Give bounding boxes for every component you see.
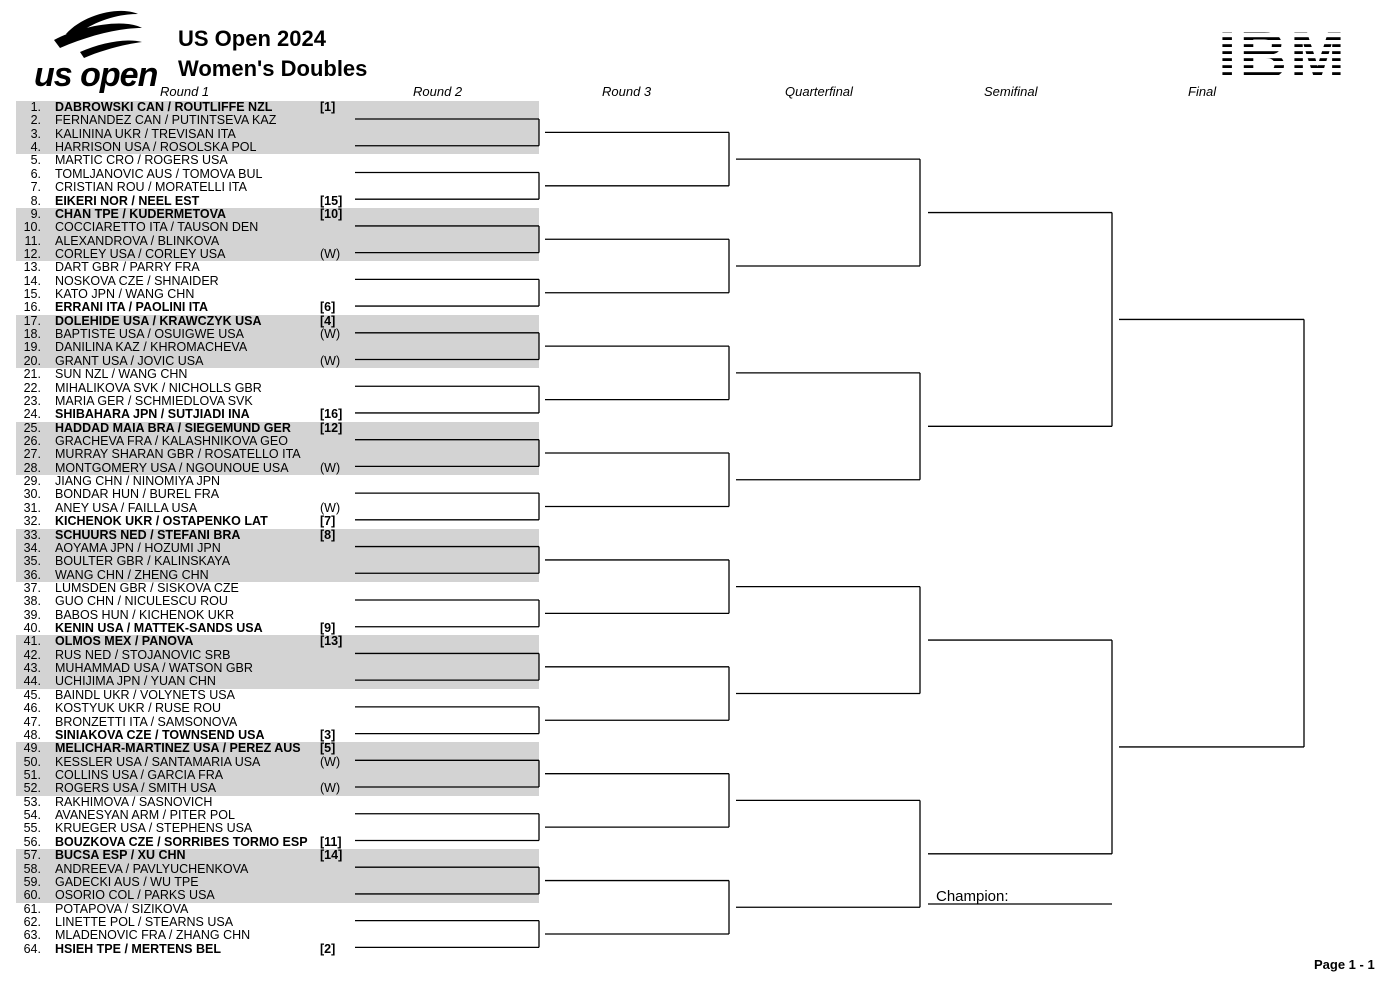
- entry-pair: BAPTISTE USA / OSUIGWE USA: [55, 327, 244, 342]
- page-title: US Open 2024: [178, 26, 326, 51]
- entry-pair: JIANG CHN / NINOMIYA JPN: [55, 474, 221, 489]
- entry-number: 2.: [30, 113, 41, 128]
- entry-pair: CRISTIAN ROU / MORATELLI ITA: [55, 180, 247, 195]
- entry-seed: [13]: [320, 634, 343, 649]
- entry-number: 54.: [23, 808, 41, 823]
- entry-pair: MIHALIKOVA SVK / NICHOLLS GBR: [55, 380, 262, 395]
- entry-pair: KATO JPN / WANG CHN: [55, 287, 195, 302]
- entry-number: 55.: [23, 821, 41, 836]
- entry-pair: HARRISON USA / ROSOLSKA POL: [55, 140, 257, 155]
- entry-seed: [3]: [320, 727, 336, 742]
- round-heading-final: Final: [1188, 84, 1217, 99]
- entry-number: 36.: [23, 567, 41, 582]
- entry-number: 9.: [30, 206, 41, 221]
- entry-number: 27.: [23, 447, 41, 462]
- entry-seed: [4]: [320, 313, 336, 328]
- entry-number: 4.: [30, 140, 41, 155]
- entry-number: 56.: [23, 834, 41, 849]
- entry-number: 24.: [23, 407, 41, 422]
- entry-pair: GUO CHN / NICULESCU ROU: [55, 594, 228, 609]
- entry-seed: [7]: [320, 514, 336, 529]
- entry-pair: MONTGOMERY USA / NGOUNOUE USA: [55, 460, 289, 475]
- entry-pair: KICHENOK UKR / OSTAPENKO LAT: [55, 514, 268, 529]
- entry-pair: LUMSDEN GBR / SISKOVA CZE: [55, 580, 239, 595]
- entry-number: 8.: [30, 193, 41, 208]
- entry-seed: [9]: [320, 621, 336, 636]
- entry-pair: BRONZETTI ITA / SAMSONOVA: [55, 714, 238, 729]
- entry-number: 47.: [23, 714, 41, 729]
- entry-pair: GRANT USA / JOVIC USA: [55, 353, 204, 368]
- entry-seed: [11]: [320, 834, 342, 849]
- entry-pair: DABROWSKI CAN / ROUTLIFFE NZL: [55, 100, 273, 114]
- entry-pair: ERRANI ITA / PAOLINI ITA: [55, 300, 209, 315]
- entry-number: 41.: [23, 634, 41, 649]
- entry-seed: (W): [320, 353, 341, 368]
- entry-number: 31.: [23, 500, 41, 515]
- entry-pair: DART GBR / PARRY FRA: [55, 260, 200, 275]
- entry-pair: BOUZKOVA CZE / SORRIBES TORMO ESP: [55, 834, 308, 849]
- entry-number: 45.: [23, 687, 41, 702]
- entry-pair: GRACHEVA FRA / KALASHNIKOVA GEO: [55, 434, 288, 448]
- entry-seed: [15]: [320, 193, 343, 208]
- entry-number: 61.: [23, 901, 41, 916]
- champion-label: Champion:: [936, 888, 1009, 905]
- entry-pair: ANEY USA / FAILLA USA: [55, 500, 198, 515]
- entry-pair: EIKERI NOR / NEEL EST: [55, 193, 200, 208]
- entry-number: 6.: [30, 166, 41, 181]
- entry-pair: MLADENOVIC FRA / ZHANG CHN: [55, 928, 251, 943]
- entry-number: 59.: [23, 874, 41, 889]
- entry-number: 44.: [23, 674, 41, 689]
- entry-pair: MARIA GER / SCHMIEDLOVA SVK: [55, 393, 253, 408]
- entry-number: 42.: [23, 647, 41, 662]
- entry-number: 1.: [30, 100, 41, 114]
- entry-seed: [1]: [320, 100, 336, 114]
- entry-number: 25.: [23, 420, 41, 435]
- entry-number: 29.: [23, 474, 41, 489]
- entry-number: 7.: [30, 180, 41, 195]
- entry-number: 64.: [23, 941, 41, 956]
- entry-number: 12.: [23, 246, 41, 261]
- entry-pair: ROGERS USA / SMITH USA: [55, 781, 217, 796]
- round-heading-2: Round 2: [413, 84, 463, 99]
- entry-seed: [2]: [320, 941, 336, 956]
- entry-number: 23.: [23, 393, 41, 408]
- entry-number: 21.: [23, 367, 41, 382]
- entry-pair: RUS NED / STOJANOVIC SRB: [55, 647, 231, 662]
- entry-pair: SUN NZL / WANG CHN: [55, 367, 188, 382]
- entry-pair: BOULTER GBR / KALINSKAYA: [55, 554, 231, 569]
- page-number: Page 1 - 1: [1314, 957, 1375, 972]
- entry-pair: KRUEGER USA / STEPHENS USA: [55, 821, 253, 836]
- entry-number: 63.: [23, 928, 41, 943]
- entry-pair: HADDAD MAIA BRA / SIEGEMUND GER: [55, 420, 291, 435]
- entry-pair: CHAN TPE / KUDERMETOVA: [55, 206, 227, 221]
- entry-number: 49.: [23, 741, 41, 756]
- entry-pair: ALEXANDROVA / BLINKOVA: [55, 233, 220, 248]
- round-heading-semifinal: Semifinal: [984, 84, 1038, 99]
- entry-pair: UCHIJIMA JPN / YUAN CHN: [55, 674, 216, 689]
- entry-seed: [12]: [320, 420, 343, 435]
- entry-number: 53.: [23, 794, 41, 809]
- entry-number: 13.: [23, 260, 41, 275]
- logo-wordmark: us open: [34, 56, 158, 94]
- entry-seed: [8]: [320, 527, 336, 542]
- entry-seed: [10]: [320, 206, 343, 221]
- entry-number: 15.: [23, 287, 41, 302]
- entry-number: 16.: [23, 300, 41, 315]
- entry-seed: [5]: [320, 741, 336, 756]
- entry-number: 14.: [23, 273, 41, 288]
- entry-number: 37.: [23, 580, 41, 595]
- entry-number: 62.: [23, 914, 41, 929]
- entry-number: 26.: [23, 434, 41, 448]
- entry-number: 51.: [23, 768, 41, 782]
- entry-pair: AVANESYAN ARM / PITER POL: [55, 808, 235, 823]
- entry-number: 32.: [23, 514, 41, 529]
- entry-pair: CORLEY USA / CORLEY USA: [55, 246, 226, 261]
- entry-seed: [16]: [320, 407, 343, 422]
- entry-seed: (W): [320, 460, 341, 475]
- round-heading-quarterfinal: Quarterfinal: [785, 84, 853, 99]
- entry-pair: OSORIO COL / PARKS USA: [55, 888, 215, 903]
- entry-pair: BUCSA ESP / XU CHN: [55, 848, 186, 863]
- entry-number: 58.: [23, 861, 41, 876]
- entry-pair: LINETTE POL / STEARNS USA: [55, 914, 234, 929]
- entry-pair: KALININA UKR / TREVISAN ITA: [55, 126, 236, 141]
- entry-seed: (W): [320, 781, 341, 796]
- entry-pair: WANG CHN / ZHENG CHN: [55, 567, 209, 582]
- entry-number: 17.: [23, 313, 41, 328]
- round-heading-1: Round 1: [160, 84, 210, 99]
- entry-pair: SINIAKOVA CZE / TOWNSEND USA: [55, 727, 265, 742]
- entry-pair: COCCIARETTO ITA / TAUSON DEN: [55, 220, 259, 235]
- entry-number: 35.: [23, 554, 41, 569]
- entry-number: 60.: [23, 888, 41, 903]
- entry-pair: KOSTYUK UKR / RUSE ROU: [55, 701, 221, 716]
- entry-pair: MUHAMMAD USA / WATSON GBR: [55, 661, 253, 676]
- entry-pair: OLMOS MEX / PANOVA: [55, 634, 194, 649]
- entry-number: 30.: [23, 487, 41, 502]
- entry-pair: DANILINA KAZ / KHROMACHEVA: [55, 340, 248, 355]
- entry-number: 52.: [23, 781, 41, 796]
- entry-pair: ANDREEVA / PAVLYUCHENKOVA: [55, 861, 249, 876]
- entry-pair: RAKHIMOVA / SASNOVICH: [55, 794, 213, 809]
- entry-number: 57.: [23, 848, 41, 863]
- entry-number: 19.: [23, 340, 41, 355]
- page-subtitle: Women's Doubles: [178, 56, 368, 81]
- entry-pair: BABOS HUN / KICHENOK UKR: [55, 607, 235, 622]
- entry-number: 20.: [23, 353, 41, 368]
- entry-number: 40.: [23, 621, 41, 636]
- entry-number: 43.: [23, 661, 41, 676]
- entry-number: 50.: [23, 754, 41, 769]
- round-heading-3: Round 3: [602, 84, 652, 99]
- entry-pair: SHIBAHARA JPN / SUTJIADI INA: [55, 407, 250, 422]
- entry-pair: SCHUURS NED / STEFANI BRA: [55, 527, 241, 542]
- entry-pair: FERNANDEZ CAN / PUTINTSEVA KAZ: [55, 113, 277, 128]
- entry-number: 18.: [23, 327, 41, 342]
- entry-number: 10.: [23, 220, 41, 235]
- entry-seed: [6]: [320, 300, 336, 315]
- entry-number: 38.: [23, 594, 41, 609]
- entry-pair: MELICHAR-MARTINEZ USA / PEREZ AUS: [55, 741, 301, 756]
- entry-pair: AOYAMA JPN / HOZUMI JPN: [55, 540, 221, 555]
- entry-pair: MURRAY SHARAN GBR / ROSATELLO ITA: [55, 447, 301, 462]
- entry-seed: (W): [320, 246, 341, 261]
- entry-seed: (W): [320, 500, 341, 515]
- entry-number: 3.: [30, 126, 41, 141]
- entry-pair: MARTIC CRO / ROGERS USA: [55, 153, 228, 168]
- entry-pair: TOMLJANOVIC AUS / TOMOVA BUL: [55, 166, 263, 181]
- entry-number: 5.: [30, 153, 41, 168]
- entry-pair: BONDAR HUN / BUREL FRA: [55, 487, 220, 502]
- entry-pair: HSIEH TPE / MERTENS BEL: [55, 941, 221, 956]
- entry-number: 34.: [23, 540, 41, 555]
- entry-number: 28.: [23, 460, 41, 475]
- entry-number: 22.: [23, 380, 41, 395]
- entry-pair: KENIN USA / MATTEK-SANDS USA: [55, 621, 263, 636]
- entry-pair: DOLEHIDE USA / KRAWCZYK USA: [55, 313, 262, 328]
- entry-seed: [14]: [320, 848, 343, 863]
- entry-pair: COLLINS USA / GARCIA FRA: [55, 768, 224, 782]
- entry-pair: BAINDL UKR / VOLYNETS USA: [55, 687, 235, 702]
- entry-seed: (W): [320, 327, 341, 342]
- entry-number: 39.: [23, 607, 41, 622]
- entry-pair: KESSLER USA / SANTAMARIA USA: [55, 754, 261, 769]
- entry-pair: NOSKOVA CZE / SHNAIDER: [55, 273, 219, 288]
- entry-seed: (W): [320, 754, 341, 769]
- entry-number: 33.: [23, 527, 41, 542]
- entry-number: 11.: [24, 233, 41, 248]
- entry-pair: POTAPOVA / SIZIKOVA: [55, 901, 189, 916]
- entry-pair: GADECKI AUS / WU TPE: [55, 874, 199, 889]
- entry-number: 48.: [23, 727, 41, 742]
- entry-number: 46.: [23, 701, 41, 716]
